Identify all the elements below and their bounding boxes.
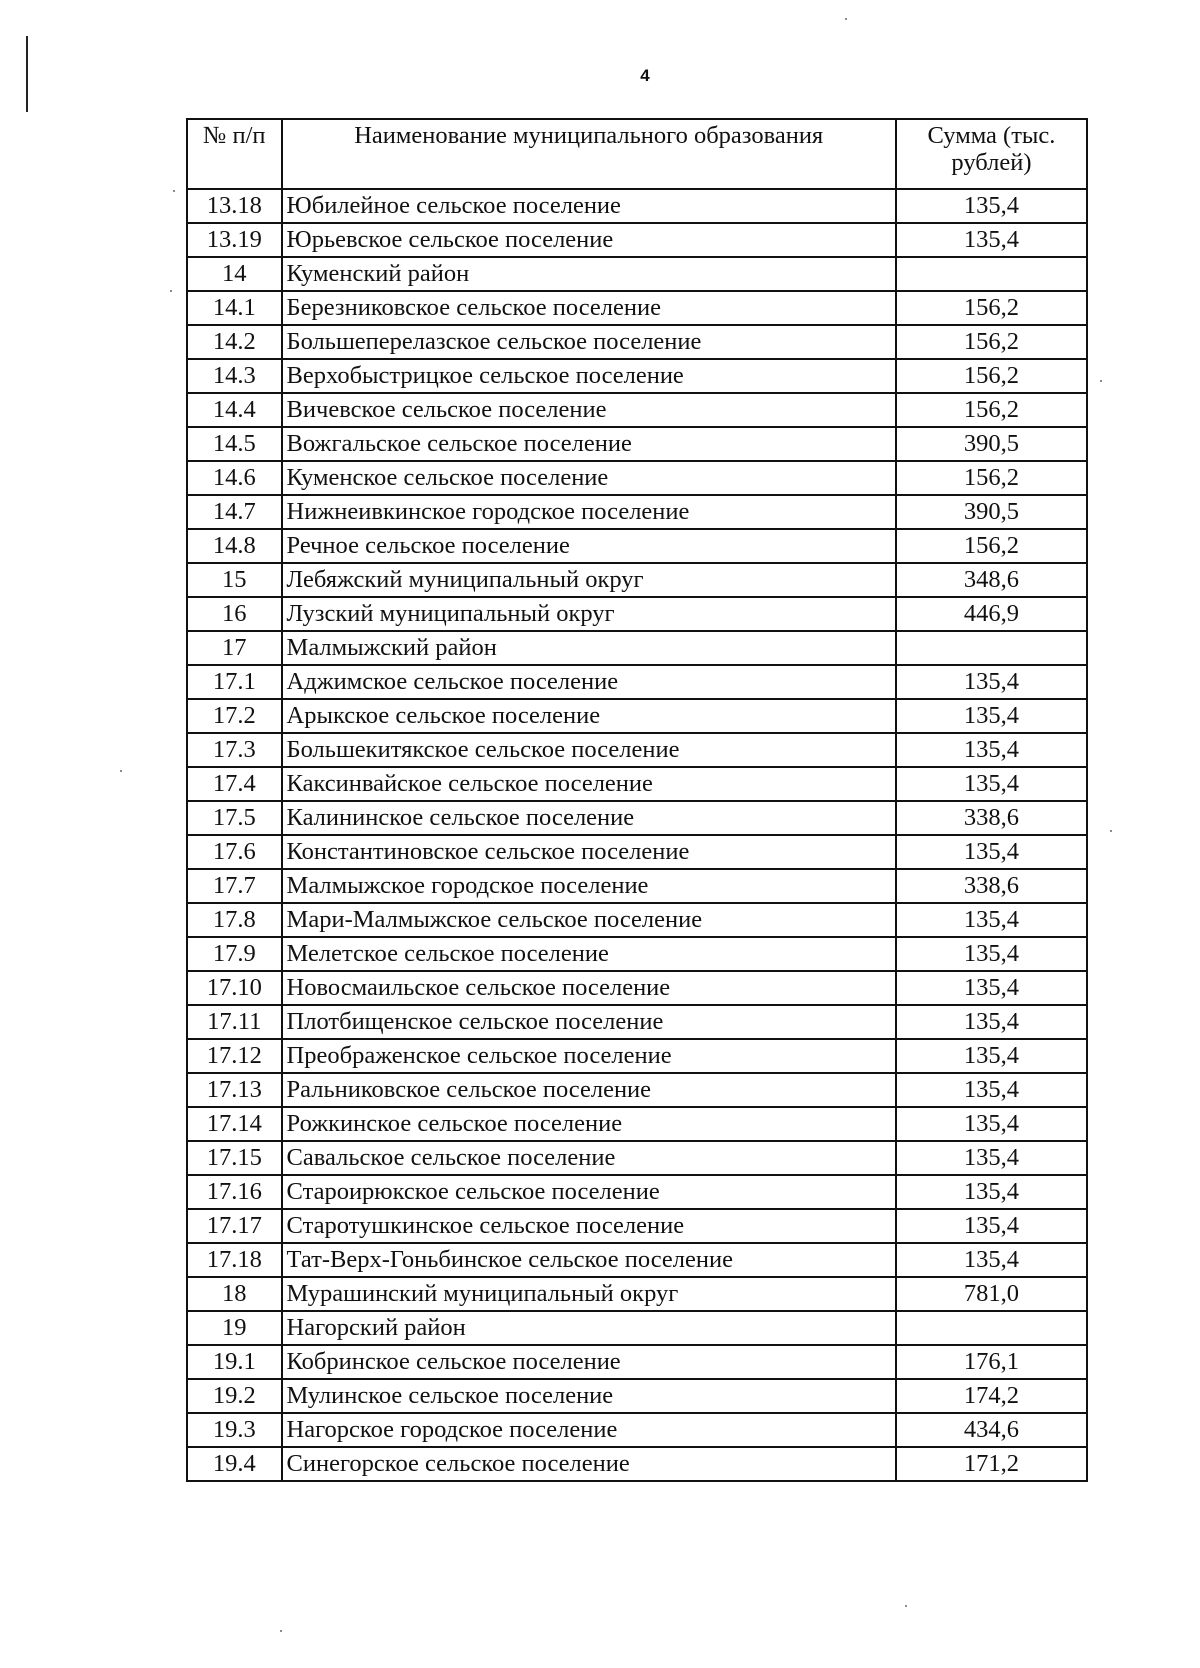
row-name-cell: Старотушкинское сельское поселение <box>282 1209 896 1243</box>
row-number-cell: 17.2 <box>187 699 282 733</box>
row-number-cell: 14.1 <box>187 291 282 325</box>
table-row <box>187 1141 1087 1175</box>
row-name-cell: Речное сельское поселение <box>282 529 896 563</box>
row-name-cell: Малмыжское городское поселение <box>282 869 896 903</box>
page-number: 4 <box>640 66 650 85</box>
row-sum-cell: 135,4 <box>896 1005 1087 1039</box>
table-row <box>187 733 1087 767</box>
row-sum-cell: 135,4 <box>896 223 1087 257</box>
table-row <box>187 597 1087 631</box>
row-sum-cell: 176,1 <box>896 1345 1087 1379</box>
row-sum-cell: 135,4 <box>896 733 1087 767</box>
row-name-cell: Савальское сельское поселение <box>282 1141 896 1175</box>
row-sum-cell: 135,4 <box>896 665 1087 699</box>
row-sum-cell: 156,2 <box>896 325 1087 359</box>
row-sum-cell: 135,4 <box>896 971 1087 1005</box>
row-sum-cell: 135,4 <box>896 699 1087 733</box>
row-sum-cell: 135,4 <box>896 937 1087 971</box>
row-name-cell: Большекитякское сельское поселение <box>282 733 896 767</box>
row-name-cell: Новосмаильское сельское поселение <box>282 971 896 1005</box>
row-number-cell: 17.11 <box>187 1005 282 1039</box>
row-sum-cell: 446,9 <box>896 597 1087 631</box>
table-row <box>187 869 1087 903</box>
row-name-cell: Калининское сельское поселение <box>282 801 896 835</box>
table-body <box>187 189 1087 1481</box>
row-name-cell: Малмыжский район <box>282 631 896 665</box>
row-number-cell: 17.17 <box>187 1209 282 1243</box>
table-row <box>187 461 1087 495</box>
allocation-table <box>186 118 1088 1482</box>
table-row <box>187 1039 1087 1073</box>
row-name-cell: Нижнеивкинское городское поселение <box>282 495 896 529</box>
table-row <box>187 1073 1087 1107</box>
row-number-cell: 17.7 <box>187 869 282 903</box>
row-sum-cell: 135,4 <box>896 835 1087 869</box>
table-row <box>187 835 1087 869</box>
scan-speck <box>170 290 172 292</box>
table-row <box>187 393 1087 427</box>
scan-speck <box>173 190 175 192</box>
row-number-cell: 13.18 <box>187 189 282 223</box>
row-sum-cell: 348,6 <box>896 563 1087 597</box>
row-number-cell: 19.2 <box>187 1379 282 1413</box>
row-sum-cell: 135,4 <box>896 1107 1087 1141</box>
table-row <box>187 291 1087 325</box>
row-name-cell: Вожгальское сельское поселение <box>282 427 896 461</box>
row-name-cell: Аджимское сельское поселение <box>282 665 896 699</box>
row-number-cell: 14.4 <box>187 393 282 427</box>
table-row <box>187 189 1087 223</box>
table-row <box>187 1005 1087 1039</box>
row-sum-cell <box>896 257 1087 291</box>
table-row <box>187 1107 1087 1141</box>
row-number-cell: 14 <box>187 257 282 291</box>
row-number-cell: 14.8 <box>187 529 282 563</box>
row-sum-cell: 135,4 <box>896 1209 1087 1243</box>
row-name-cell: Синегорское сельское поселение <box>282 1447 896 1481</box>
row-name-cell: Мурашинский муниципальный округ <box>282 1277 896 1311</box>
table-row <box>187 699 1087 733</box>
table-row <box>187 1311 1087 1345</box>
row-name-cell: Лебяжский муниципальный округ <box>282 563 896 597</box>
row-name-cell: Вичевское сельское поселение <box>282 393 896 427</box>
table-row <box>187 971 1087 1005</box>
row-number-cell: 17.5 <box>187 801 282 835</box>
row-name-cell: Плотбищенское сельское поселение <box>282 1005 896 1039</box>
row-sum-cell: 135,4 <box>896 1243 1087 1277</box>
table-row <box>187 1277 1087 1311</box>
row-number-cell: 18 <box>187 1277 282 1311</box>
row-sum-cell: 156,2 <box>896 529 1087 563</box>
table-row <box>187 427 1087 461</box>
row-number-cell: 17.4 <box>187 767 282 801</box>
table-row <box>187 1175 1087 1209</box>
row-sum-cell: 390,5 <box>896 427 1087 461</box>
row-number-cell: 17.15 <box>187 1141 282 1175</box>
table-row <box>187 223 1087 257</box>
row-sum-cell: 135,4 <box>896 1073 1087 1107</box>
table-row <box>187 1243 1087 1277</box>
row-name-cell: Юрьевское сельское поселение <box>282 223 896 257</box>
row-number-cell: 17.6 <box>187 835 282 869</box>
row-name-cell: Ральниковское сельское поселение <box>282 1073 896 1107</box>
table-row <box>187 1447 1087 1481</box>
table-header-row <box>187 119 1087 189</box>
row-number-cell: 16 <box>187 597 282 631</box>
scan-speck <box>1110 830 1112 832</box>
table-row <box>187 937 1087 971</box>
row-number-cell: 19 <box>187 1311 282 1345</box>
table-row <box>187 495 1087 529</box>
row-name-cell: Нагорское городское поселение <box>282 1413 896 1447</box>
row-number-cell: 17.16 <box>187 1175 282 1209</box>
header-num: № п/п <box>187 119 282 189</box>
row-sum-cell: 135,4 <box>896 189 1087 223</box>
row-name-cell: Верхобыстрицкое сельское поселение <box>282 359 896 393</box>
table-row <box>187 1413 1087 1447</box>
row-number-cell: 17.9 <box>187 937 282 971</box>
row-name-cell: Константиновское сельское поселение <box>282 835 896 869</box>
row-name-cell: Куменский район <box>282 257 896 291</box>
table-row <box>187 1379 1087 1413</box>
table-row <box>187 767 1087 801</box>
row-sum-cell <box>896 1311 1087 1345</box>
scan-speck <box>120 770 122 772</box>
row-name-cell: Мулинское сельское поселение <box>282 1379 896 1413</box>
row-number-cell: 17.18 <box>187 1243 282 1277</box>
header-sum: Сумма (тыс. рублей) <box>896 119 1087 189</box>
row-number-cell: 17.12 <box>187 1039 282 1073</box>
row-number-cell: 14.5 <box>187 427 282 461</box>
row-name-cell: Арыкское сельское поселение <box>282 699 896 733</box>
table-row <box>187 529 1087 563</box>
table-row <box>187 359 1087 393</box>
row-sum-cell: 156,2 <box>896 393 1087 427</box>
row-name-cell: Каксинвайское сельское поселение <box>282 767 896 801</box>
row-sum-cell: 434,6 <box>896 1413 1087 1447</box>
row-number-cell: 17 <box>187 631 282 665</box>
scan-speck <box>1100 380 1102 382</box>
table-row <box>187 631 1087 665</box>
row-sum-cell: 156,2 <box>896 291 1087 325</box>
row-sum-cell: 135,4 <box>896 767 1087 801</box>
header-name: Наименование муниципального образования <box>282 119 896 189</box>
row-sum-cell: 135,4 <box>896 903 1087 937</box>
scan-speck <box>845 18 847 20</box>
row-sum-cell: 390,5 <box>896 495 1087 529</box>
row-number-cell: 17.10 <box>187 971 282 1005</box>
row-name-cell: Кобринское сельское поселение <box>282 1345 896 1379</box>
scan-speck <box>280 1630 282 1632</box>
row-sum-cell: 781,0 <box>896 1277 1087 1311</box>
row-sum-cell: 135,4 <box>896 1141 1087 1175</box>
row-name-cell: Мари-Малмыжское сельское поселение <box>282 903 896 937</box>
row-name-cell: Куменское сельское поселение <box>282 461 896 495</box>
row-name-cell: Большеперелазское сельское поселение <box>282 325 896 359</box>
row-sum-cell: 338,6 <box>896 869 1087 903</box>
row-number-cell: 15 <box>187 563 282 597</box>
scan-speck <box>905 1605 907 1607</box>
row-sum-cell: 135,4 <box>896 1039 1087 1073</box>
row-number-cell: 14.7 <box>187 495 282 529</box>
row-number-cell: 14.6 <box>187 461 282 495</box>
table-row <box>187 1209 1087 1243</box>
row-number-cell: 13.19 <box>187 223 282 257</box>
row-sum-cell: 156,2 <box>896 461 1087 495</box>
table-row <box>187 563 1087 597</box>
row-name-cell: Преображенское сельское поселение <box>282 1039 896 1073</box>
table-row <box>187 325 1087 359</box>
row-number-cell: 14.3 <box>187 359 282 393</box>
row-name-cell: Мелетское сельское поселение <box>282 937 896 971</box>
table-row <box>187 1345 1087 1379</box>
row-name-cell: Юбилейное сельское поселение <box>282 189 896 223</box>
row-name-cell: Нагорский район <box>282 1311 896 1345</box>
row-sum-cell: 174,2 <box>896 1379 1087 1413</box>
row-sum-cell: 135,4 <box>896 1175 1087 1209</box>
row-number-cell: 17.14 <box>187 1107 282 1141</box>
table-row <box>187 801 1087 835</box>
row-name-cell: Лузский муниципальный округ <box>282 597 896 631</box>
row-sum-cell: 338,6 <box>896 801 1087 835</box>
row-name-cell: Староирюкское сельское поселение <box>282 1175 896 1209</box>
row-number-cell: 17.8 <box>187 903 282 937</box>
table-row <box>187 903 1087 937</box>
row-name-cell: Березниковское сельское поселение <box>282 291 896 325</box>
row-name-cell: Рожкинское сельское поселение <box>282 1107 896 1141</box>
row-number-cell: 14.2 <box>187 325 282 359</box>
table-row <box>187 665 1087 699</box>
row-number-cell: 19.1 <box>187 1345 282 1379</box>
table-row <box>187 257 1087 291</box>
row-sum-cell <box>896 631 1087 665</box>
row-sum-cell: 156,2 <box>896 359 1087 393</box>
row-sum-cell: 171,2 <box>896 1447 1087 1481</box>
row-name-cell: Тат-Верх-Гоньбинское сельское поселение <box>282 1243 896 1277</box>
row-number-cell: 19.3 <box>187 1413 282 1447</box>
row-number-cell: 17.3 <box>187 733 282 767</box>
row-number-cell: 17.1 <box>187 665 282 699</box>
row-number-cell: 19.4 <box>187 1447 282 1481</box>
row-number-cell: 17.13 <box>187 1073 282 1107</box>
